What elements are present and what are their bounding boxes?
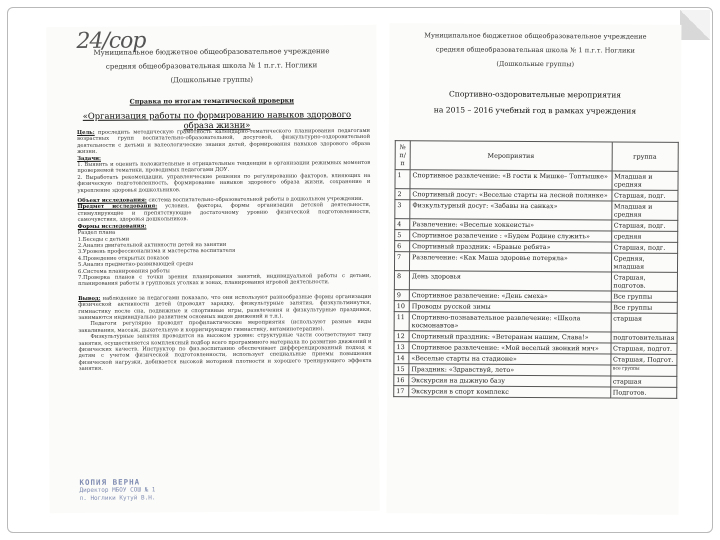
row-num: 17 <box>394 386 409 397</box>
stamp-line-3: п. Ноглики Кутуй В.Н. <box>79 494 156 502</box>
row-num: 10 <box>394 301 409 312</box>
task-2: 2. Выработать рекомендации, управленческие решения по регулированию факторов, влияющих на физическую подготовленность, формирование навыков здорового образа жизни, сохранение и укрепление здоровья дошкольников. <box>77 172 371 194</box>
row-event: Спортивное развлечение: «В гости к Мишке– Топтышке» <box>410 170 612 190</box>
row-num: 16 <box>394 375 409 386</box>
row-num: 14 <box>394 353 409 364</box>
row-event: Проводы русской зимы <box>409 301 611 313</box>
events-title-line-2: на 2015 – 2016 учебный год в рамках учреждения <box>433 105 637 116</box>
row-num: 15 <box>394 364 409 375</box>
table-row <box>395 200 678 221</box>
row-group: Старшая, подг. <box>611 242 678 253</box>
report-topic: «Организация работы по формированию навыков здорового образа жизни» <box>82 109 352 131</box>
table-row <box>395 170 678 191</box>
plan-item: 2.Анализ двигательной активности детей на занятии <box>77 241 227 249</box>
report-body <box>77 128 372 373</box>
row-event: «Веселые старты на стадионе» <box>409 353 611 365</box>
row-event: Праздник: «Здравствуй, лето» <box>409 364 611 376</box>
row-group: Старшая, подг. <box>611 190 678 201</box>
row-event: День здоровья <box>409 271 611 291</box>
row-num: 8 <box>394 271 409 290</box>
row-event: Развлечение: «Веселые хоккеисты» <box>410 219 612 231</box>
forms-label: Формы исследования: <box>77 223 147 230</box>
plan-item: 4.Проведение открытых показов <box>77 255 169 262</box>
row-num: 1 <box>395 170 410 189</box>
row-group: средняя <box>611 231 678 242</box>
paragraph-3: Физкультурные занятия проводятся на высоком уровне: структурные части соответствуют типу занятия, осуществляется комплексный подбор всего программного материала по развитию движений и физических качеств. Инструктор по физ.воспитанию обеспечивает дифференцированный подход к детям с учетом физической подготовленности, использует специальные приемы повышения физической нагрузки, добивается высокой моторной плотности и хорошего тренирующего эффекта занятия. <box>78 332 372 373</box>
plan-item: 7.Проверка планов с точки зрения планирования занятий, индивидуальной работы с детьми, планирования работы в групповых уголках и зонах, планирования игровой деятельности. <box>78 272 372 288</box>
row-group: Средняя, младшая <box>611 253 678 272</box>
header-event: Мероприятия <box>410 141 612 171</box>
goal-text: проследить методическую грамотность календарно-тематического планирования педагогами возрастных групп воспитательно-образовательной, досуговой, физкультурно-оздоровительной деятельности с детьми и валеологические знания детей, формирования навыков здорового образа жизни. <box>77 127 371 156</box>
institution-line-3: (Дошкольные группы) <box>496 59 575 69</box>
row-event: Спортивное развлечение: «День смеха» <box>409 290 611 302</box>
row-group: Старшая, подгот. <box>611 343 678 354</box>
table-row <box>394 252 677 273</box>
row-num: 13 <box>394 342 409 353</box>
row-group: Старшая, подг. <box>611 220 678 231</box>
tasks-label: Задачи: <box>77 155 102 162</box>
plan-item: 6.Система планирования работы <box>77 267 170 275</box>
conclusion-text: наблюдение за педагогами показало, что они используют разнообразные формы организации физической активности детей (проводят зарядку, физкультурные занятия, физкультминутки, гимнастику после сна, подвижные и спортивные игры, развлечения и физкультурные праздники, занимаются индивидуально развитием основных видов движений и т.п.). <box>78 293 372 321</box>
row-num: 3 <box>395 200 410 219</box>
table-row <box>394 312 677 333</box>
row-event: Спортивно-познавательное развлечение: «Школа космонавтов» <box>409 312 611 332</box>
plan-item: Раздел плана <box>77 229 116 237</box>
events-table <box>393 140 679 399</box>
header-group: группа <box>612 142 679 171</box>
table-header-row <box>395 141 678 172</box>
subject-text: условия, факторы, формы организации детской деятельности, стимулирующие и препятствующие достаточному уровню физической подготовленности, самочувствия, здоровья дошкольников. <box>77 202 371 224</box>
table-row <box>394 271 677 292</box>
row-group: Старшая, подготов. <box>611 272 678 291</box>
row-group: Младшая и средняя <box>611 201 678 220</box>
stamp-line-2: Директор МБОУ СОШ № 1 <box>79 486 156 494</box>
row-group: Младшая и средняя <box>612 171 679 190</box>
handwritten-mark: 24/сор <box>76 28 146 54</box>
conclusion-label: Вывод: <box>78 295 101 302</box>
row-group: Все группы <box>611 291 678 302</box>
institution-line-3: (Дошкольные группы) <box>170 75 253 85</box>
row-event: Экскурсия на дыжную базу <box>409 375 611 387</box>
events-page <box>387 23 682 515</box>
header-num: № п/п <box>395 141 410 170</box>
institution-line-2: средняя общеобразовательная школа № 1 п.г.т. Ноглики <box>105 61 318 71</box>
row-num: 7 <box>394 252 409 271</box>
institution-line-1: Муниципальное бюджетное общеобразовательное учреждение <box>93 47 330 57</box>
paragraph-2: Педагоги регулярно проводят профилактические мероприятия (используют разные виды закаливания, массаж, дыхательную и корригирующую гимнастику, витаминотерапию). <box>78 319 372 334</box>
row-group: все группы <box>610 365 677 376</box>
row-event: Экскурсия в спорт комплекс <box>409 386 611 398</box>
institution-line-1: Муниципальное бюджетное общеобразовательное учреждение <box>424 31 647 41</box>
events-title-line-1: Спортивно-оздоровительные мероприятия <box>448 89 622 100</box>
object-label: Объект исследования: <box>77 197 147 205</box>
stamp-line-1: КОПИЯ ВЕРНА <box>79 477 141 487</box>
row-event: Спортивное развлечение: «Мой веселый звонкий мяч» <box>409 342 611 354</box>
row-group: Подготов. <box>610 387 677 398</box>
table-row <box>394 386 677 399</box>
report-title: Справка по итогам тематической проверки <box>129 96 295 106</box>
plan-item: 5.Анализ предметно-развивающей среды <box>77 261 194 269</box>
row-num: 9 <box>394 290 409 301</box>
row-num: 4 <box>395 219 410 230</box>
row-event: Спортивный праздник: «Ветеранам нашим, Слава!» <box>409 331 611 343</box>
row-group: старшая <box>610 376 677 387</box>
row-event: Физкультурный досуг: «Забавы на санках» <box>410 200 612 220</box>
row-group: старшая <box>611 313 678 332</box>
object-text: система воспитательно-образовательной работы в дошкольном учреждении. <box>148 196 364 204</box>
page-curl-corner <box>680 10 710 40</box>
row-num: 6 <box>395 241 410 252</box>
row-event: Спортивный праздник: «Бравые ребята» <box>410 241 612 253</box>
report-page <box>46 25 379 513</box>
row-group: подготовительная <box>611 332 678 343</box>
certification-stamp <box>79 478 199 511</box>
institution-line-2: средняя общеобразовательная школа № 1 п.г.т. Ноглики <box>435 45 635 55</box>
row-event: Спортивное развлечение : «Будем Родине служить» <box>410 230 612 242</box>
subject-label: Предмет исследования: <box>77 203 158 211</box>
row-num: 11 <box>394 312 409 331</box>
row-num: 12 <box>394 331 409 342</box>
row-event: Развлечение: «Как Маша здоровье потеряла» <box>409 252 611 272</box>
row-group: Все группы <box>611 302 678 313</box>
task-1: 1. Выявить и оценить положительные и отрицательные тенденции в организации режимных моментов проверяемой тематики, проводимых педагогами ДОУ. <box>77 159 371 175</box>
row-num: 2 <box>395 189 410 200</box>
row-event: Спортивный досуг: «Веселые старты на лесной полянке» <box>410 189 612 201</box>
row-num: 5 <box>395 230 410 241</box>
plan-item: 1.Беседы с детьми <box>77 236 130 243</box>
row-group: Старшая, Подгот. <box>610 354 677 365</box>
goal-label: Цель: <box>77 129 95 136</box>
plan-item: 3.Уровень профессионализма и мастерства воспитателя <box>77 248 236 256</box>
